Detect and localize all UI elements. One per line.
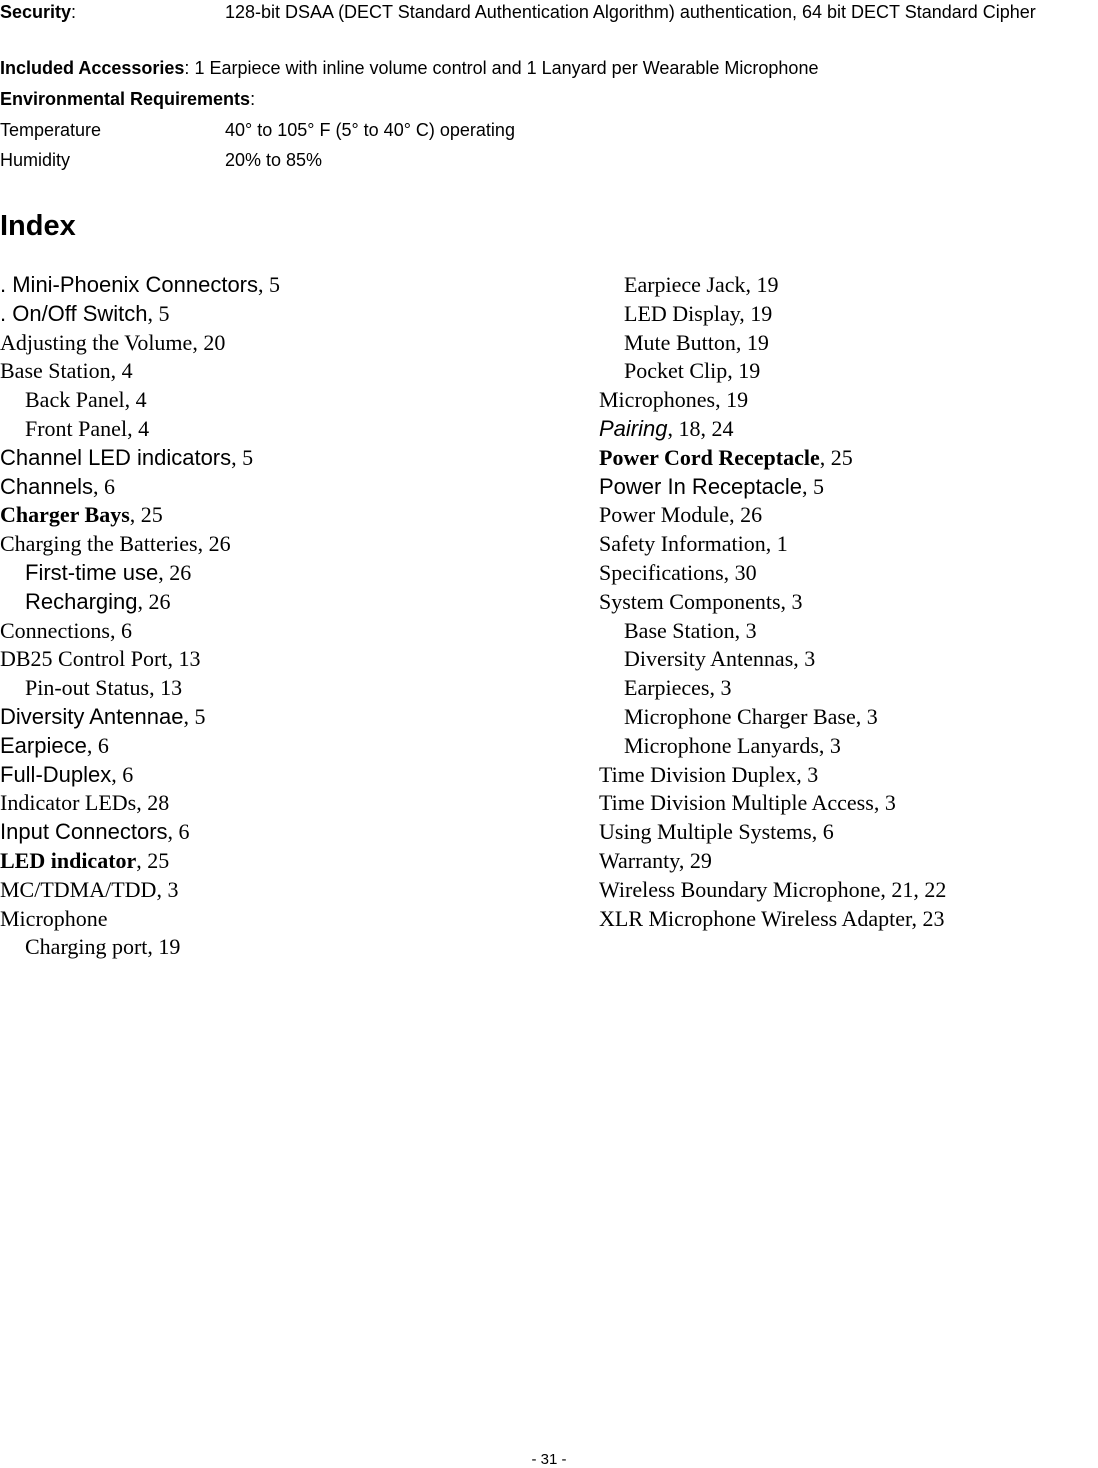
index-entry: Charging the Batteries, 26	[0, 531, 231, 557]
index-entry: Using Multiple Systems, 6	[599, 819, 834, 845]
index-page-ref: 13	[178, 646, 201, 672]
index-term: Channel LED indicators	[0, 444, 232, 470]
accessories-label: Included Accessories	[0, 58, 185, 78]
index-term: Full-Duplex	[0, 761, 112, 787]
index-term: Diversity Antennas	[624, 646, 794, 672]
index-page-ref: 3	[167, 876, 179, 902]
index-term: Pin-out Status	[25, 675, 150, 701]
index-page-ref: 3	[791, 588, 803, 614]
index-page-ref: 5	[194, 703, 206, 729]
index-page-ref: 1	[776, 531, 788, 557]
index-entry: Charger Bays, 25	[0, 502, 163, 528]
index-term: Using Multiple Systems	[599, 819, 812, 845]
index-page-ref: 19	[158, 934, 181, 960]
index-entry: Pocket Clip, 19	[624, 358, 761, 384]
index-entry: Warranty, 29	[599, 847, 712, 873]
index-term: Power Cord Receptacle	[599, 444, 820, 470]
index-page-ref: 3	[884, 790, 896, 816]
index-page-ref: 5	[242, 444, 254, 470]
index-page-ref: 4	[135, 387, 147, 413]
index-page-ref: 4	[138, 415, 150, 441]
index-entry: System Components, 3	[599, 588, 803, 614]
index-term: . On/Off Switch	[0, 300, 148, 326]
index-page-ref: 19	[756, 272, 779, 297]
index-entry: Power Module, 26	[599, 502, 763, 528]
humidity-value: 20% to 85%	[225, 150, 323, 170]
index-page-ref: 19	[750, 300, 773, 326]
index-entry: Pin-out Status, 13	[25, 675, 183, 701]
index-term: Back Panel	[25, 387, 125, 413]
index-page-ref: 18, 24	[678, 415, 734, 441]
index-page-ref: 26	[208, 531, 231, 557]
temperature-value: 40° to 105° F (5° to 40° C) operating	[225, 120, 515, 140]
index-term: Indicator LEDs	[0, 790, 137, 816]
index-term: Input Connectors	[0, 819, 168, 845]
index-page-ref: 3	[745, 617, 757, 643]
index-term: System Components	[599, 588, 781, 614]
index-entry: . Mini-Phoenix Connectors, 5	[0, 272, 281, 297]
index-term: LED indicator	[0, 847, 137, 873]
index-entry: LED Display, 19	[624, 300, 773, 326]
index-page-ref: 19	[726, 387, 749, 413]
index-term: Charging the Batteries	[0, 531, 198, 557]
index-entry: Safety Information, 1	[599, 531, 788, 557]
index-entry: Diversity Antennae, 5	[0, 703, 206, 729]
index-term: Charging port	[25, 934, 148, 960]
index-term: Microphones	[599, 387, 716, 413]
index-entry: Time Division Duplex, 3	[599, 761, 819, 787]
index-page-ref: 25	[830, 444, 853, 470]
index-term: Mute Button	[624, 329, 736, 355]
temperature-label: Temperature	[0, 120, 102, 140]
humidity-label: Humidity	[0, 150, 71, 170]
index-page-ref: 28	[147, 790, 170, 816]
index-entry: DB25 Control Port, 13	[0, 646, 201, 672]
index-term: Base Station	[0, 358, 111, 384]
index-entry: Pairing, 18, 24	[599, 415, 734, 441]
index-page-ref: 4	[121, 358, 133, 384]
index-term: Power In Receptacle	[599, 473, 802, 499]
environmental-row: Environmental Requirements:	[0, 89, 256, 109]
index-term: Recharging	[25, 588, 138, 614]
index-term: Wireless Boundary Microphone	[599, 876, 881, 902]
index-entry: MC/TDMA/TDD, 3	[0, 876, 179, 902]
index-entry: Power Cord Receptacle, 25	[599, 444, 853, 470]
index-entry: Front Panel, 4	[25, 415, 150, 441]
index-term: Time Division Duplex	[599, 761, 797, 787]
index-term: Front Panel	[25, 415, 128, 441]
index-entry: Base Station, 4	[0, 358, 133, 384]
index-entry: XLR Microphone Wireless Adapter, 23	[599, 905, 945, 931]
index-term: Microphone	[0, 905, 108, 931]
index-term: Safety Information	[599, 531, 766, 557]
index-entry: Power In Receptacle, 5	[599, 473, 824, 499]
index-term: Channels	[0, 473, 93, 499]
index-entry: Earpiece, 6	[0, 732, 109, 758]
security-label: Security	[0, 2, 72, 22]
accessories-row: Included Accessories: 1 Earpiece with inline volume control and 1 Lanyard per Wearable Microphone	[0, 58, 819, 78]
page-number: - 31 -	[531, 1451, 567, 1468]
index-entry: Earpiece Jack, 19	[624, 272, 779, 297]
index-page-ref: 26	[740, 502, 763, 528]
index-term: Warranty	[599, 847, 679, 873]
environmental-label: Environmental Requirements	[0, 89, 251, 109]
index-page-ref: 3	[829, 732, 841, 758]
index-entry: Back Panel, 4	[25, 387, 147, 413]
index-entry: Wireless Boundary Microphone, 21, 22	[599, 876, 947, 902]
index-entry: Time Division Multiple Access, 3	[599, 790, 896, 816]
index-page-ref: 3	[804, 646, 816, 672]
index-entry: Earpieces, 3	[624, 675, 732, 701]
index-entry: Connections, 6	[0, 617, 132, 643]
index-entry: Base Station, 3	[624, 617, 757, 643]
index-page-ref: 29	[689, 847, 712, 873]
index-page-ref: 25	[147, 847, 170, 873]
index-term: Microphone Charger Base	[624, 703, 856, 729]
index-term: Earpiece Jack	[624, 272, 746, 297]
index-term: Pairing	[599, 415, 668, 441]
index-entry: Mute Button, 19	[624, 329, 769, 355]
index-term: Time Division Multiple Access	[599, 790, 874, 816]
index-entry: Full-Duplex, 6	[0, 761, 134, 787]
index-entry: Microphones, 19	[599, 387, 749, 413]
index-page-ref: 5	[269, 272, 281, 297]
index-entry: First-time use, 26	[25, 559, 192, 585]
index-entry: LED indicator, 25	[0, 847, 170, 873]
index-page-ref: 5	[158, 300, 170, 326]
index-entry: Channels, 6	[0, 473, 115, 499]
index-term: First-time use	[25, 559, 159, 585]
index-term: Microphone Lanyards	[624, 732, 819, 758]
index-term: Connections	[0, 617, 110, 643]
index-entry: . On/Off Switch, 5	[0, 300, 170, 326]
index-entry: Microphone Lanyards, 3	[624, 732, 841, 758]
index-term: XLR Microphone Wireless Adapter	[599, 905, 912, 931]
index-page-ref: 13	[160, 675, 183, 701]
index-entry: Charging port, 19	[25, 934, 181, 960]
index-page-ref: 20	[203, 329, 226, 355]
index-page-ref: 23	[922, 905, 945, 931]
index-page-ref: 6	[822, 819, 834, 845]
index-page-ref: 6	[178, 819, 190, 845]
index-entry	[0, 905, 560, 934]
index-column-left	[0, 271, 560, 962]
index-page-ref: 26	[148, 588, 171, 614]
index-term: LED Display	[624, 300, 740, 326]
index-entry: Microphone Charger Base, 3	[624, 703, 878, 729]
index-term: Adjusting the Volume	[0, 329, 193, 355]
index-term: DB25 Control Port	[0, 646, 168, 672]
index-page-ref: 3	[807, 761, 819, 787]
security-value: 128-bit DSAA (DECT Standard Authentication Algorithm) authentication, 64 bit DECT Standard Cipher	[225, 2, 1036, 22]
index-title: Index	[0, 210, 76, 242]
index-term: Base Station	[624, 617, 735, 643]
index-page-ref: 6	[121, 617, 132, 643]
index-term: Pocket Clip	[624, 358, 728, 384]
index-page-ref: 21, 22	[891, 876, 947, 902]
index-term: Charger Bays	[0, 502, 130, 528]
index-page-ref: 5	[813, 473, 824, 499]
index-page-ref: 25	[140, 502, 163, 528]
index-entry: Diversity Antennas, 3	[624, 646, 816, 672]
index-page-ref: 6	[122, 761, 134, 787]
index-page-ref: 6	[103, 473, 115, 499]
accessories-value: 1 Earpiece with inline volume control and 1 Lanyard per Wearable Microphone	[194, 58, 819, 78]
index-column-right	[599, 271, 1098, 933]
index-entry: Channel LED indicators, 5	[0, 444, 254, 470]
index-page-ref: 26	[169, 559, 192, 585]
index-page-ref: 19	[738, 358, 761, 384]
index-entry: Specifications, 30	[599, 559, 757, 585]
index-page-ref: 19	[746, 329, 769, 355]
index-term: Power Module	[599, 502, 730, 528]
index-term: Earpiece	[0, 732, 87, 758]
index-term: . Mini-Phoenix Connectors	[0, 272, 259, 297]
index-entry: Recharging, 26	[25, 588, 171, 614]
index-page-ref: 6	[97, 732, 109, 758]
index-entry: Adjusting the Volume, 20	[0, 329, 226, 355]
index-page-ref: 3	[720, 675, 732, 701]
index-term: Specifications	[599, 559, 724, 585]
index-term: Diversity Antennae	[0, 703, 184, 729]
index-entry: Indicator LEDs, 28	[0, 790, 170, 816]
index-page-ref: 3	[866, 703, 878, 729]
index-entry: Input Connectors, 6	[0, 819, 190, 845]
index-page-ref: 30	[734, 559, 757, 585]
index-term: Earpieces	[624, 675, 710, 701]
index-term: MC/TDMA/TDD	[0, 876, 157, 902]
